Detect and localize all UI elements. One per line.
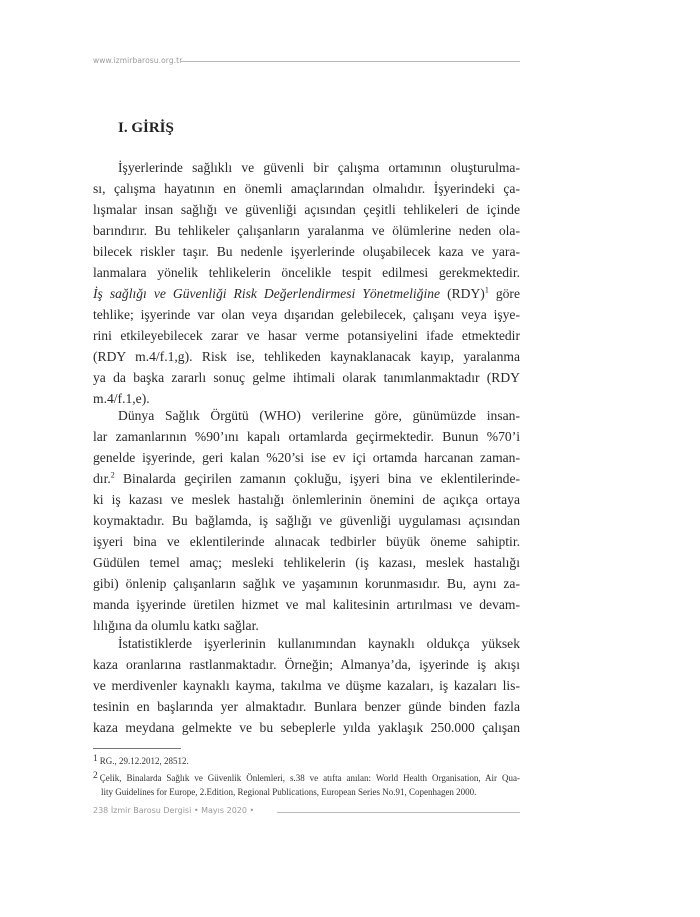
footnote-number: 2 <box>93 771 98 781</box>
p1-line: tehlike; işyerinde var olan veya dışarıdan gelebilecek, çalışanı veya işye- <box>93 307 520 322</box>
p3-line: tesinin en başlarında yer almaktadır. Bunlara benzer günde binden fazla <box>93 699 520 714</box>
p1-line: rini etkileyebilecek zarar ve hasar verme potansiyelini ifade etmektedir <box>93 328 520 343</box>
p3-line: İstatistiklerde işyerlerinin kullanımından kaynaklı oldukça yüksek <box>118 636 520 651</box>
footnote-text: RG., 29.12.2012, 28512. <box>99 756 189 766</box>
p1-line: m.4/f.1,e). <box>93 391 150 406</box>
p3-line: kaza oranlarına rastlanmaktadır. Örneğin; Almanya’da, işyerinde iş akışı <box>93 657 520 672</box>
paragraph-2: Dünya Sağlık Örgütü (WHO) verilerine göre, günümüzde insan- lar zamanlarının %90’ını kapalı ortamlarda geçirmektedir. Bunun %70’i genelde işyerinde, geri kalan %20’si ise ev içi ortamda harcanan zaman- dır.$^2$ Binalarda geçirilen zamanın çokluğu, işyeri bina ve eklentilerinde- ki iş kazası ve meslek hastalığı önlemlerinin önemini de açıkça ortaya koymaktadır. Bu bağlamda, iş sağlığı ve güvenliği uygulaması açısından işyeri bina ve eklentilerinde alınacak tedbirler büyük öneme sahiptir. Güdülen temel amaç; mesleki tehlikelerin (iş kazası, meslek hastalığı gibi) önlenip çalışanların sağlık ve yaşamının korunmasıdır. Bu, aynı za- manda işyerinde üretilen hizmet ve mal kalitesinin artırılması ve devam- lılığına da olumlu katkı sağlar. <box>93 405 520 636</box>
footer-rule <box>277 812 520 813</box>
footnote-2 <box>93 769 520 799</box>
p1-line: bilecek riskler taşır. Bu nedenle işyerlerinde oluşabilecek kaza ve yara- <box>93 244 520 259</box>
p1-line: sı, çalışma hayatının en önemli amaçlarından olmalıdır. İşyerindeki ça- <box>93 181 520 196</box>
p2-line: Güdülen temel amaç; mesleki tehlikelerin (iş kazası, meslek hastalığı <box>93 555 520 570</box>
page-footer <box>93 806 520 820</box>
regulation-title: İş sağlığı ve Güvenliği Risk Değerlendirmesi Yönetmeliğine <box>93 286 441 301</box>
p2-line: işyeri bina ve eklentilerinde alınacak tedbirler büyük öneme sahiptir. <box>93 534 520 549</box>
paragraph-1: İşyerlerinde sağlıklı ve güvenli bir çalışma ortamının oluşturulma- sı, çalışma hayatının en önemli amaçlarından olmalıdır. İşyerindeki ça- lışmalar insan sağlığı ve güvenliği açısından çeşitli tehlikeleri de içinde barındırır. Bu tehlikeler çalışanların yaralanma ve ölümlerine neden ola- bilecek riskler taşır. Bu nedenle işyerlerinde oluşabilecek kaza ve yara- lanmalara yönelik tehlikelerin öncelikle tespit edilmesi gerekmektedir. İş sağlığı ve Güvenliği Risk Değerlendirmesi Yönetmeliğine (RDY)$^1$ göre tehlike; işyerinde var olan veya dışarıdan gelebilecek, çalışanı veya işye- rini etkileyebilecek zarar ve hasar verme potansiyelini ifade etmektedir (RDY m.4/f.1,g). Risk ise, tehlikeden kaynaklanacak kayıp, yaralanma ya da başka zararlı sonuç gelme ihtimali olarak tanımlanmaktadır (RDY m.4/f.1,e). <box>93 157 520 409</box>
paragraph-3 <box>93 633 520 738</box>
p3-line: kaza meydana gelmekte ve bu sebeplerle yılda yaklaşık 250.000 çalışan <box>93 720 520 735</box>
p2-line: lar zamanlarının %90’ını kapalı ortamlarda geçirmektedir. Bunun %70’i <box>93 429 520 444</box>
header-rule <box>180 61 520 62</box>
p2-line: Dünya Sağlık Örgütü (WHO) verilerine göre, günümüzde insan- <box>118 408 520 423</box>
p1-line: lışmalar insan sağlığı ve güvenliği açısından çeşitli tehlikeleri de içinde <box>93 202 520 217</box>
p2-line: koymaktadır. Bu bağlamda, iş sağlığı ve güvenliği uygulaması açısından <box>93 513 520 528</box>
p2-line: genelde işyerinde, geri kalan %20’si ise ev içi ortamda harcanan zaman- <box>93 450 520 465</box>
p1-line: lanmalara yönelik tehlikelerin öncelikle tespit edilmesi gerekmektedir. <box>93 265 520 280</box>
footnote-separator <box>93 748 181 749</box>
footnote-1 <box>93 752 520 768</box>
footnote-text: Çelik, Binalarda Sağlık ve Güvenlik Önlemleri, s.38 ve atıfta anılan: World Health Organisation, Air Qua- <box>99 773 520 783</box>
footnote-ref-1: 1 <box>484 285 489 295</box>
p1-line: (RDY m.4/f.1,g). Risk ise, tehlikeden kaynaklanacak kayıp, yaralanma <box>93 349 520 364</box>
footnote-text: lity Guidelines for Europe, 2.Edition, Regional Publications, European Series No.91, Copenhagen 2000. <box>101 787 477 797</box>
footnote-number: 1 <box>93 754 98 764</box>
p2-line: gibi) önlenip çalışanların sağlık ve yaşamının korunmasıdır. Bu, aynı za- <box>93 576 520 591</box>
section-title: I. GİRİŞ <box>118 120 174 136</box>
header-url: www.izmirbarosu.org.tr <box>93 56 183 65</box>
p2-line: lılığına da olumlu katkı sağlar. <box>93 618 259 633</box>
p2-line: manda işyerinde üretilen hizmet ve mal kalitesinin artırılması ve devam- <box>93 597 520 612</box>
p2-line: ki iş kazası ve meslek hastalığı önlemlerinin önemini de açıkça ortaya <box>93 492 520 507</box>
p1-line: İşyerlerinde sağlıklı ve güvenli bir çalışma ortamının oluşturulma- <box>118 160 520 175</box>
p1-line: barındırır. Bu tehlikeler çalışanların yaralanma ve ölümlerine neden ola- <box>93 223 520 238</box>
footer-text: 238 İzmir Barosu Dergisi • Mayıs 2020 • <box>93 806 255 815</box>
p1-line: ya da başka zararlı sonuç gelme ihtimali olarak tanımlanmaktadır (RDY <box>93 370 520 385</box>
p3-line: ve merdivenler kaynaklı kayma, takılma ve düşme kazaları, iş kazaları lis- <box>93 678 520 693</box>
footnote-ref-2: 2 <box>110 470 115 480</box>
